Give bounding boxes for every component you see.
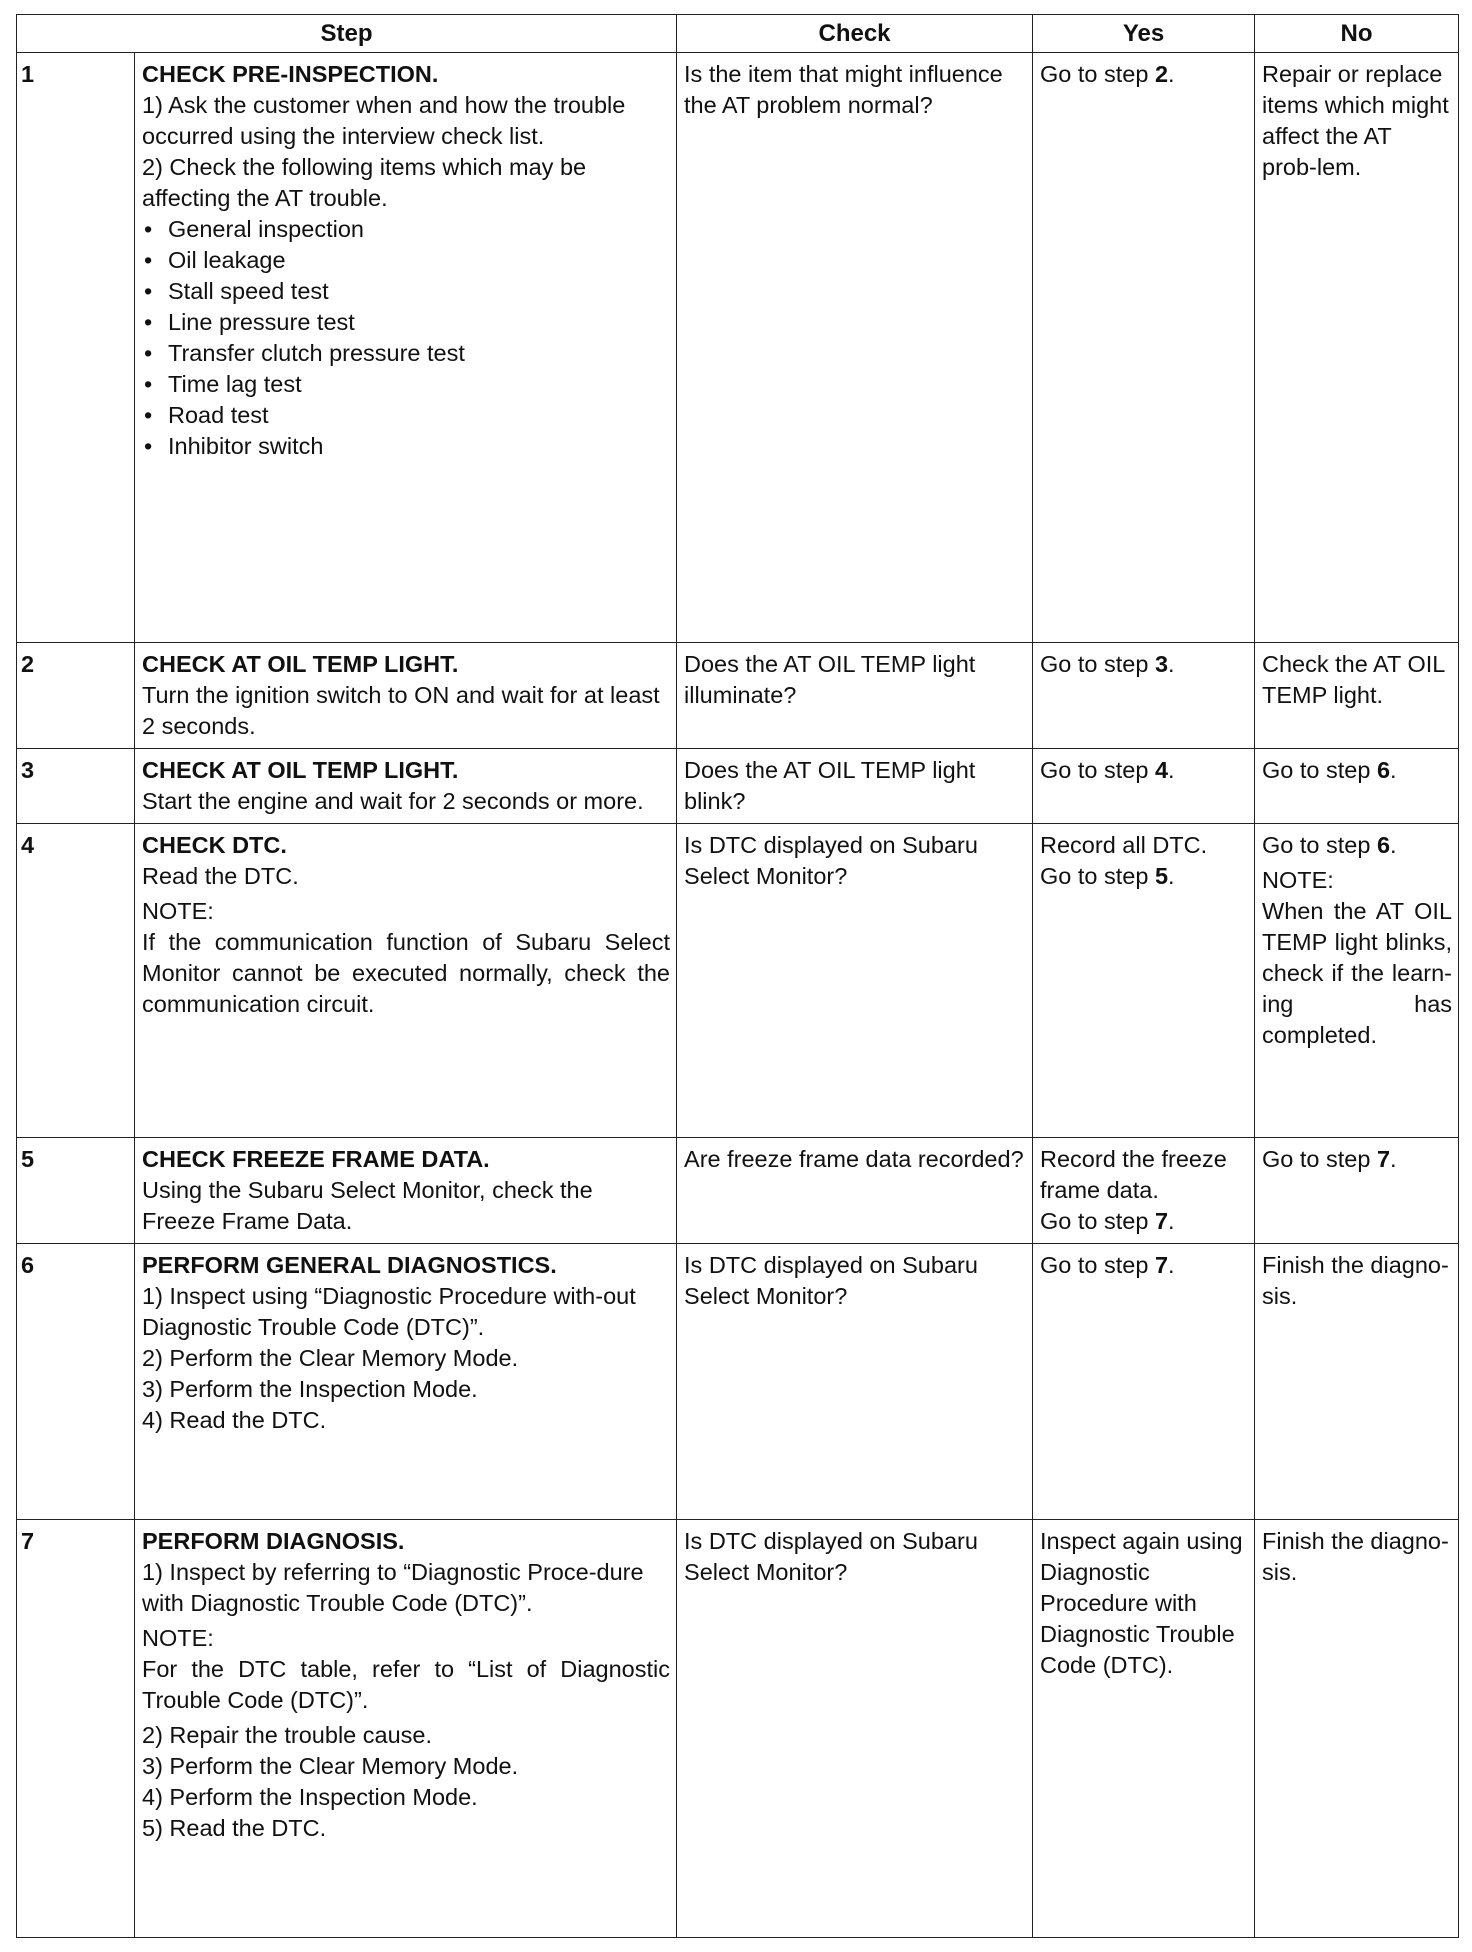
note-text: When the AT OIL TEMP light blinks, check if the learn-ing has completed. [1262, 898, 1453, 1048]
step-item: 4) Perform the Inspection Mode. [142, 1784, 478, 1810]
yes-step: 5 [1154, 863, 1169, 889]
yes-cell: Go to step 7. [1033, 1244, 1255, 1520]
no-cell: Repair or replace items which might affect the AT prob-lem. [1255, 53, 1459, 643]
diagnostic-table [16, 14, 1459, 1938]
step-item: 1) Inspect using “Diagnostic Procedure with-out Diagnostic Trouble Code (DTC)”. [142, 1283, 636, 1340]
check-cell: Is DTC displayed on Subaru Select Monitor? [677, 1244, 1033, 1520]
bullet-item: • Stall speed test [142, 276, 670, 307]
header-yes: Yes [1033, 15, 1255, 53]
no-step: 6 [1376, 832, 1391, 858]
check-cell: Does the AT OIL TEMP light blink? [677, 749, 1033, 824]
step-cell [135, 1520, 677, 1938]
bullet-item: • Road test [142, 400, 670, 431]
yes-step: 3 [1154, 651, 1169, 677]
yes-cell: Record all DTC. Go to step 5. [1033, 824, 1255, 1138]
step-number: 7 [17, 1520, 135, 1938]
step-desc: Read the DTC. [142, 863, 299, 889]
no-step: 7 [1376, 1146, 1391, 1172]
note-text: If the communication function of Subaru Select Monitor cannot be executed normally, check the communication circuit. [142, 929, 671, 1017]
yes-text: Go to step [1040, 1208, 1155, 1234]
no-cell: Go to step 6. [1255, 749, 1459, 824]
yes-text: Go to step [1040, 1252, 1155, 1278]
table-row [17, 1244, 1459, 1520]
step-number: 5 [17, 1138, 135, 1244]
table-row [17, 53, 1459, 643]
step-item: 3) Perform the Clear Memory Mode. [142, 1753, 519, 1779]
step-item: 1) Ask the customer when and how the trouble occurred using the interview check list. [142, 92, 626, 149]
yes-cell: Go to step 3. [1033, 643, 1255, 749]
no-text: Go to step [1262, 757, 1377, 783]
check-cell: Is the item that might influence the AT problem normal? [677, 53, 1033, 643]
step-item: 5) Read the DTC. [142, 1815, 327, 1841]
step-desc: Start the engine and wait for 2 seconds or more. [142, 788, 644, 814]
yes-text: Record the freeze frame data. [1040, 1146, 1227, 1203]
note-label: NOTE: [1262, 867, 1334, 893]
step-title: PERFORM GENERAL DIAGNOSTICS. [142, 1252, 557, 1278]
no-cell: Go to step 6. NOTE: When the AT OIL TEMP light blinks, check if the learn-ing has completed. [1255, 824, 1459, 1138]
step-desc: Using the Subaru Select Monitor, check the Freeze Frame Data. [142, 1177, 593, 1234]
no-cell: Go to step 7. [1255, 1138, 1459, 1244]
step-number: 6 [17, 1244, 135, 1520]
step-item: 2) Check the following items which may be affecting the AT trouble. [142, 154, 587, 211]
step-title: CHECK FREEZE FRAME DATA. [142, 1146, 490, 1172]
table-row [17, 1138, 1459, 1244]
step-title: CHECK AT OIL TEMP LIGHT. [142, 651, 459, 677]
yes-step: 7 [1154, 1252, 1169, 1278]
yes-text: Go to step [1040, 61, 1155, 87]
step-title: CHECK DTC. [142, 832, 287, 858]
bullet-item: • Time lag test [142, 369, 670, 400]
yes-text: Record all DTC. [1040, 832, 1208, 858]
yes-text: Go to step [1040, 651, 1155, 677]
header-row [17, 15, 1459, 53]
bullet-item: • Inhibitor switch [142, 431, 670, 462]
yes-step: 4 [1154, 757, 1169, 783]
yes-cell: Inspect again using Diagnostic Procedure with Diagnostic Trouble Code (DTC). [1033, 1520, 1255, 1938]
no-cell: Finish the diagno-sis. [1255, 1244, 1459, 1520]
step-cell [135, 53, 677, 643]
step-cell [135, 824, 677, 1138]
yes-step: 2 [1154, 61, 1169, 87]
check-cell: Is DTC displayed on Subaru Select Monitor? [677, 1520, 1033, 1938]
step-title: CHECK AT OIL TEMP LIGHT. [142, 757, 459, 783]
step-desc: Turn the ignition switch to ON and wait for at least 2 seconds. [142, 682, 660, 739]
check-cell: Is DTC displayed on Subaru Select Monitor? [677, 824, 1033, 1138]
table-row [17, 1520, 1459, 1938]
step-number: 1 [17, 53, 135, 643]
no-text: Go to step [1262, 1146, 1377, 1172]
yes-text: Go to step [1040, 863, 1155, 889]
note-label: NOTE: [142, 898, 214, 924]
step-item: 1) Inspect by referring to “Diagnostic Proce-dure with Diagnostic Trouble Code (DTC)”. [142, 1559, 644, 1616]
no-cell: Check the AT OIL TEMP light. [1255, 643, 1459, 749]
table-row [17, 749, 1459, 824]
header-step: Step [17, 15, 677, 53]
step-cell [135, 643, 677, 749]
yes-step: 7 [1154, 1208, 1169, 1234]
yes-cell: Go to step 4. [1033, 749, 1255, 824]
bullet-item: • Oil leakage [142, 245, 670, 276]
step-cell [135, 749, 677, 824]
note-text: For the DTC table, refer to “List of Diagnostic Trouble Code (DTC)”. [142, 1656, 671, 1713]
no-step: 6 [1376, 757, 1391, 783]
step-number: 4 [17, 824, 135, 1138]
bullet-item: • Line pressure test [142, 307, 670, 338]
yes-cell: Record the freeze frame data. Go to step 7. [1033, 1138, 1255, 1244]
note-label: NOTE: [142, 1625, 214, 1651]
no-cell: Finish the diagno-sis. [1255, 1520, 1459, 1938]
check-cell: Does the AT OIL TEMP light illuminate? [677, 643, 1033, 749]
step-number: 2 [17, 643, 135, 749]
step-item: 2) Repair the trouble cause. [142, 1722, 432, 1748]
step-item: 4) Read the DTC. [142, 1407, 327, 1433]
step-title: CHECK PRE-INSPECTION. [142, 61, 439, 87]
no-text: Go to step [1262, 832, 1377, 858]
bullet-item: • General inspection [142, 214, 670, 245]
step-item: 2) Perform the Clear Memory Mode. [142, 1345, 519, 1371]
bullet-item: • Transfer clutch pressure test [142, 338, 670, 369]
header-check: Check [677, 15, 1033, 53]
table-row [17, 824, 1459, 1138]
header-no: No [1255, 15, 1459, 53]
step-number: 3 [17, 749, 135, 824]
step-title: PERFORM DIAGNOSIS. [142, 1528, 405, 1554]
check-cell: Are freeze frame data recorded? [677, 1138, 1033, 1244]
yes-text: Go to step [1040, 757, 1155, 783]
yes-cell: Go to step 2. [1033, 53, 1255, 643]
step-cell [135, 1138, 677, 1244]
step-item: 3) Perform the Inspection Mode. [142, 1376, 478, 1402]
table-row [17, 643, 1459, 749]
step-cell [135, 1244, 677, 1520]
